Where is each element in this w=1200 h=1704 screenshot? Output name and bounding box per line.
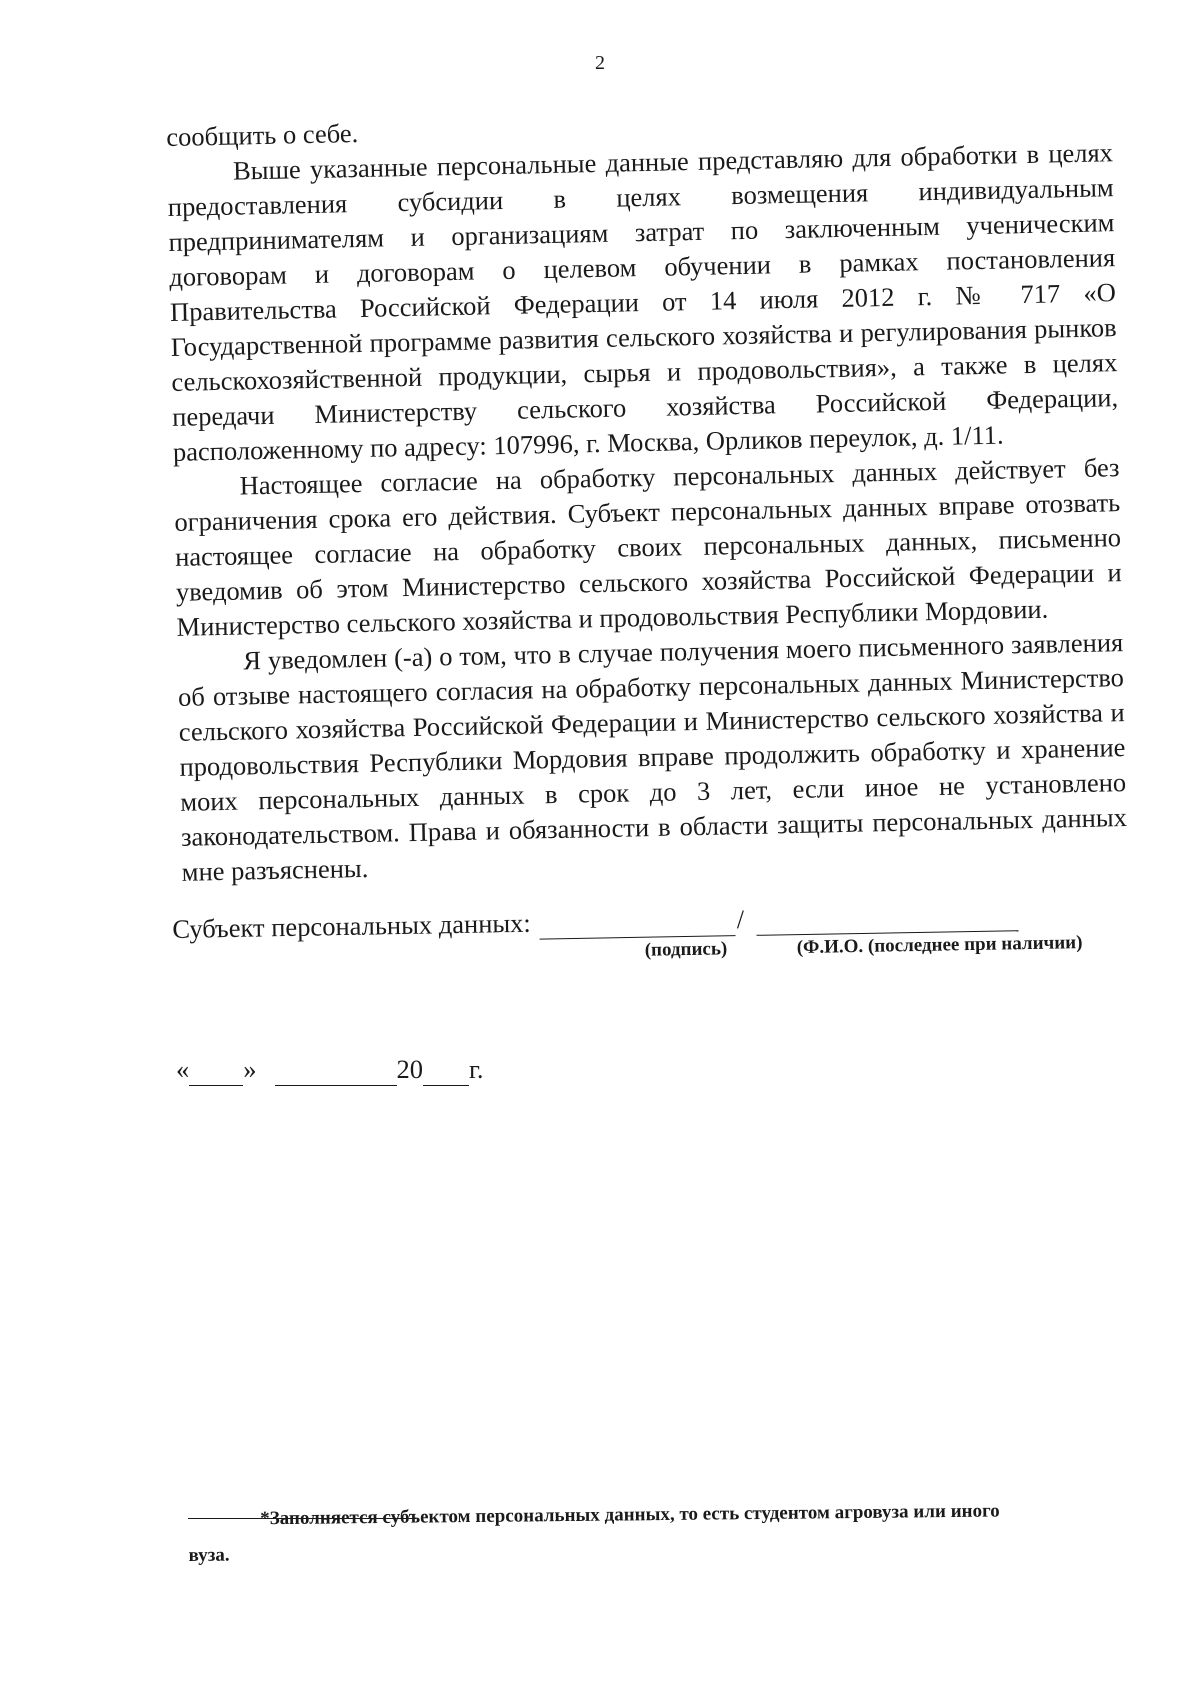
day-blank[interactable] — [189, 1061, 243, 1086]
paragraph-validity: Настоящее согласие на обработку персональных данных действует без ограничения срока его действия. Субъект персональных данных вправе отозвать настоящее согласие на обработку своих персональных данных, письменно уведомив об этом Министерство сельского хозяйства Российской Федерации и Министерство сельского хозяйства и продовольствия Республики Мордовии. — [174, 452, 1122, 642]
year-suffix: г. — [469, 1054, 484, 1084]
consent-body — [166, 100, 1128, 890]
date-open-quote: « — [176, 1054, 190, 1084]
page-number: 2 — [595, 52, 605, 74]
month-blank[interactable] — [275, 1061, 397, 1086]
signature-caption: (подпись) — [644, 938, 728, 961]
date-line — [176, 1052, 484, 1086]
signature-label: Субъект персональных данных: — [172, 907, 532, 944]
signature-separator: / — [736, 904, 745, 935]
footnote — [188, 1493, 1089, 1574]
signature-blank[interactable] — [539, 911, 735, 939]
footnote-line-1: *Заполняется субъектом персональных данных, то есть студентом агровуза или иного — [260, 1500, 1000, 1530]
paragraph-notice: Я уведомлен (-а) о том, что в случае получения моего письменного заявления об отзыве настоящего согласия на обработку персональных данных Министерство сельского хозяйства Российской Федерации и Министерство сельского хозяйства и продовольствия Республики Мордовия вправе продолжить обработку и хранение моих персональных данных в срок до 3 лет, если иное не установлено законодательством. Права и обязанности в области защиты персональных данных мне разъяснены. — [177, 627, 1128, 887]
paragraph-purpose: Выше указанные персональные данные представляю для обработки в целях предоставления субсидии в целях возмещения индивидуальным предпринимателям и организациям затрат по заключенным ученическим договорам и договорам о целевом обучении в рамках постановления Правительства Российской Федерации от 14 июля 2012 г. № 717 «О Государственной программе развития сельского хозяйства и регулирования рынков сельскохозяйственной продукции, сырья и продовольствия», а также в целях передачи Министерству сельского хозяйства Российской Федерации, расположенному по адресу: 107996, г. Москва, Орликов переулок, д. 1/11. — [167, 137, 1119, 467]
footnote-line-2: вуза. — [188, 1544, 230, 1566]
date-close-quote: » — [243, 1054, 257, 1084]
paragraph-continuation: сообщить о себе. — [166, 117, 359, 152]
year-prefix: 20 — [396, 1054, 423, 1084]
year-blank[interactable] — [423, 1061, 469, 1086]
signature-block — [172, 895, 1133, 972]
full-name-caption: (Ф.И.О. (последнее при наличии) — [796, 932, 1083, 959]
